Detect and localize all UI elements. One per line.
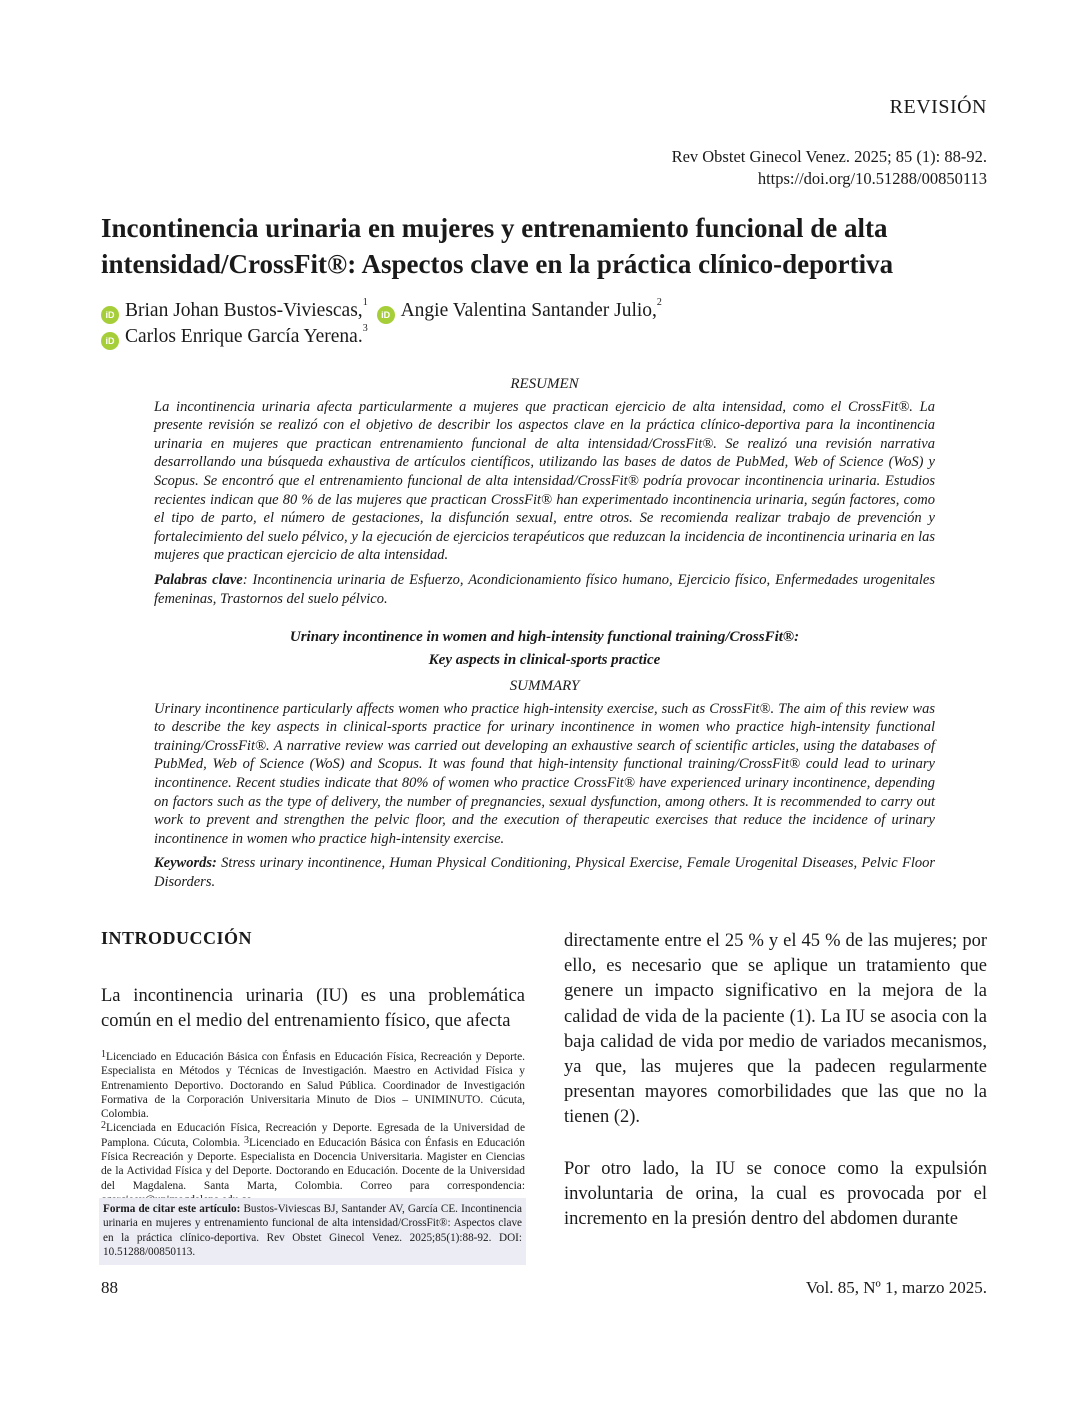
footnote: $^1$Licenciado en Educación Básica con Énfasis en Educación Física, Recreación y Deporte. Especialista en Métodos y Técnicas de Investigación. Maestro en Actividad Física y Entrenamiento Deportivo. Doctorando en Salud Pública. Coordinador de Investigación Formativa de la Corporación Universitaria Minuto de Dios – UNIMINUTO. Cúcuta, Colombia. [101,1049,525,1121]
title-line: Incontinencia urinaria en mujeres y entrenamiento funcional de alta [101,213,888,243]
orcid-icon[interactable]: iD [377,306,395,324]
resumen-text: La incontinencia urinaria afecta particularmente a mujeres que practican ejercicio de alta intensidad, como el CrossFit®. La presente revisión se realizó con el objetivo de describir los aspectos clave en la práctica clínico-deportiva para la incontinencia urinaria en mujeres que practican entrenamiento funcional de alta intensidad/CrossFit®. Se realizó una revisión narrativa desarrollando una búsqueda exhaustiva de artículos científicos, utilizando las bases de datos de PubMed, Web of Science (WoS) y Scopus. Se encontró que el entrenamiento funcional de alta intensidad/CrossFit® podría provocar incontinencia urinaria. Estudios recientes indican que 80 % de las mujeres que practican CrossFit® han experimentado incontinencia urinaria, según factores, como el tipo de parto, el número de gestaciones, la disfunción sexual, entre otros. Se recomienda realizar trabajo de prevención y fortalecimiento del suelo pélvico, y la ejecución de ejercicios terapéuticos que reduzcan la incidencia de incontinencia urinaria en las mujeres que practican ejercicio de alta intensidad. [154,398,935,564]
keywords [154,854,935,891]
orcid-icon[interactable]: iD [101,306,119,324]
english-title [154,626,935,672]
volume-info: Vol. 85, Nº 1, marzo 2025. [805,1278,987,1297]
keywords-label: Keywords: [154,855,217,872]
section-label: REVISIÓN [889,96,987,118]
footnote: $^2$Licenciada en Educación Física, Recreación y Deporte. Egresada de la Universidad de Pamplona. Cúcuta, Colombia. $^3$Licenciado en Educación Básica con Énfasis en Educación Física Recreación y Deporte. Especialista en Docencia Universitaria. Magister en Ciencias de la Actividad Física y del Deporte. Doctorando en Educación. Docente de la Universidad del Magdalena. Santa Marta, Colombia. Correo para correspondencia: [101,1120,525,1192]
intro-paragraph: Por otro lado, la IU se conoce como la expulsión involuntaria de orina, la cual es provocada por el incremento en la presión dentro del abdomen durante [564,1159,987,1230]
orcid-icon[interactable]: iD [101,332,119,350]
intro-paragraph: directamente entre el 25 % y el 45 % de las mujeres; por ello, es necesario que se aplique un tratamiento que genere un impacto significativo en la mejora de la calidad de vida de la paciente (1). La IU se asocia con la baja calidad de vida por medio de variados mecanismos, ya que, las mujeres que la padecen regularmente presentan mayores comorbilidades que las que no la tienen (2). [564,931,987,1128]
keywords-text: Stress urinary incontinence, Human Physical Conditioning, Physical Exercise, Female Urogenital Diseases, Pelvic Floor Disorders. [154,855,935,890]
author-line [101,324,981,350]
author-line [101,298,981,324]
english-title-line: Key aspects in clinical-sports practice [428,652,661,668]
resumen-heading: RESUMEN [510,376,579,392]
author-list [101,298,981,350]
author-name: Angie Valentina Santander Julio,$^2$ [400,297,662,321]
journal-citation [672,146,987,190]
author-name: Carlos Enrique García Yerena.$^3$ [125,323,368,347]
summary-block [154,677,935,892]
citation-box-text: Bustos-Viviescas BJ, Santander AV, García CE. Incontinencia urinaria en mujeres y entrenamiento funcional de alta intensidad/CrossFit®: Aspectos clave en la práctica clínico-deportiva. Rev Obstet Ginecol Venez. 2025;85(1):88-92. DOI: 10.51288/00850113. [103,1203,523,1258]
author-footnotes [101,1050,525,1207]
author-name: Brian Johan Bustos-Viviescas,$^1$ [125,297,368,321]
section-heading-introduccion: INTRODUCCIÓN [101,928,253,948]
citation-box [99,1198,526,1265]
palabras-clave [154,571,935,608]
intro-paragraph: La incontinencia urinaria (IU) es una problemática común en el medio del entrenamiento físico, que afecta [101,986,525,1032]
article-title [101,210,981,282]
summary-heading: SUMMARY [509,678,580,694]
keywords-text: : Incontinencia urinaria de Esfuerzo, Acondicionamiento físico humano, Ejercicio físico, Enfermedades urogenitales femeninas, Trastornos del suelo pélvico. [154,571,935,607]
summary-text: Urinary incontinence particularly affects women who practice high-intensity exercise, such as CrossFit®. The aim of this review was to describe the key aspects in clinical-sports practice for urinary incontinence in women who practice high-intensity functional training/CrossFit®. A narrative review was carried out developing an exhaustive search of scientific articles, using the databases of PubMed, Web of Science (WoS) and Scopus. It was found that high-intensity functional training/CrossFit® could lead to urinary incontinence. Recent studies indicate that 80% of women who practice CrossFit® have experienced urinary incontinence, depending on factors such as the type of delivery, the number of pregnancies, sexual dysfunction, among others. It is recommended to carry out work to prevent and strengthen the pelvic floor, and the execution of therapeutic exercises that reduce the incidence of urinary incontinence in women who practice high-intensity exercise. [154,700,935,847]
keywords-label: Palabras clave [154,571,243,588]
citation-box-label: Forma de citar este artículo: [103,1203,241,1215]
page-number: 88 [101,1278,118,1297]
citation-line: Rev Obstet Ginecol Venez. 2025; 85 (1): 88-92. [671,147,987,166]
title-line: intensidad/CrossFit®: Aspectos clave en la práctica clínico-deportiva [101,249,894,279]
doi-link[interactable]: https://doi.org/10.51288/00850113 [757,169,987,188]
resumen-block [154,375,935,608]
english-title-line: Urinary incontinence in women and high-intensity functional training/CrossFit®: [289,629,800,645]
